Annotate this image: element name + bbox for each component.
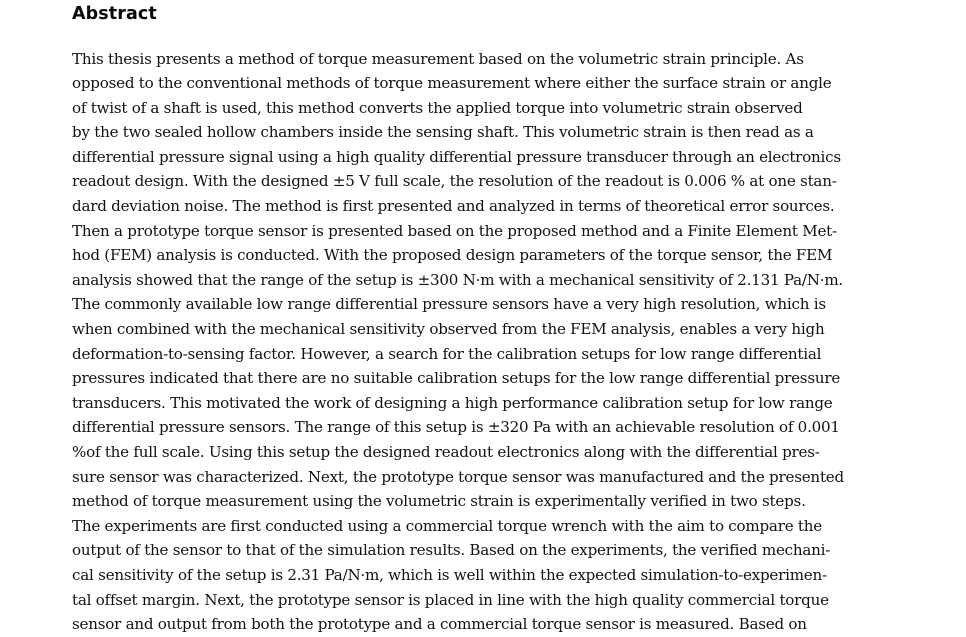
page-title: Abstract	[72, 4, 157, 24]
text-line: sure sensor was characterized. Next, the prototype torque sensor was manufactured and the presented	[72, 467, 844, 486]
text-line: deformation-to-sensing factor. However, a search for the calibration setups for low range differential	[72, 344, 822, 363]
text-line: The experiments are first conducted using a commercial torque wrench with the aim to compare the	[72, 516, 822, 535]
text-line: opposed to the conventional methods of torque measurement where either the surface strain or angle	[72, 74, 832, 93]
text-line: transducers. This motivated the work of designing a high performance calibration setup for low range	[72, 393, 833, 412]
text-line: This thesis presents a method of torque measurement based on the volumetric strain principle. As	[72, 49, 804, 68]
text-line: tal offset margin. Next, the prototype sensor is placed in line with the high quality commercial torque	[72, 590, 829, 609]
text-line: pressures indicated that there are no suitable calibration setups for the low range differential pressure	[72, 369, 841, 388]
text-line: of twist of a shaft is used, this method converts the applied torque into volumetric strain observed	[72, 98, 803, 117]
text-line: cal sensitivity of the setup is 2.31 Pa/N·m, which is well within the expected simulation-to-experimen-	[72, 565, 827, 584]
text-line: dard deviation noise. The method is first presented and analyzed in terms of theoretical error sources.	[72, 197, 835, 216]
text-line: differential pressure signal using a high quality differential pressure transducer through an electronics	[72, 147, 841, 166]
text-line: method of torque measurement using the volumetric strain is experimentally verified in two steps.	[72, 492, 806, 511]
text-line: Then a prototype torque sensor is presented based on the proposed method and a Finite Element Met-	[72, 221, 837, 240]
text-line: hod (FEM) analysis is conducted. With the proposed design parameters of the torque sensor, the FEM	[72, 246, 833, 265]
text-line: by the two sealed hollow chambers inside the sensing shaft. This volumetric strain is then read as a	[72, 123, 814, 142]
text-line: analysis showed that the range of the setup is ±300 N·m with a mechanical sensitivity of 2.131 Pa/N·m.	[72, 270, 844, 289]
abstract-paragraph	[72, 24, 880, 637]
text-line: when combined with the mechanical sensitivity observed from the FEM analysis, enables a very high	[72, 320, 825, 339]
text-line: output of the sensor to that of the simulation results. Based on the experiments, the verified mechani-	[72, 541, 831, 560]
text-line: differential pressure sensors. The range of this setup is ±320 Pa with an achievable resolution of 0.001	[72, 418, 840, 437]
text-line: The commonly available low range differential pressure sensors have a very high resolution, which is	[72, 295, 826, 314]
text-line: readout design. With the designed ±5 V full scale, the resolution of the readout is 0.006 % at one stan-	[72, 172, 837, 191]
text-line: %of the full scale. Using this setup the designed readout electronics along with the differential pres-	[72, 443, 820, 461]
text-line: sensor and output from both the prototype and a commercial torque sensor is measured. Based on	[72, 615, 807, 634]
